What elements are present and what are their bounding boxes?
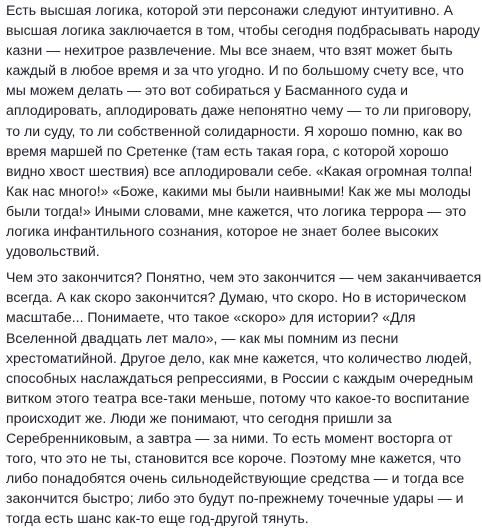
paragraph-2 [6,267,482,528]
text-line: Есть высшая логика, которой эти персонажи следуют интуитивно. А [6,2,454,18]
text-line: каждый в любое время и за что угодно. И по большому счету все, что [6,62,464,79]
text-line: удовольствий. [6,243,100,260]
text-line: мы можем делать — это вот собираться у Басманного суда и [6,82,409,99]
text-line: были тогда!» Иными словами, мне кажется, что логика террора — это [6,202,467,219]
paragraph-1 [6,0,482,261]
text-line: либо понадобятся очень сильнодействующие средства — и тогда все [6,470,465,487]
text-line: время маршей по Сретенке (там есть такая гора, с которой хорошо [6,142,449,159]
text-line: Вселенной двадцать лет мало», — как мы помним из песни [6,329,399,346]
text-line: Как нас много!» «Боже, какими мы были наивными! Как же мы молоды [6,182,471,199]
text-line: видно хвост шествия) все аплодировали себе. «Какая огромная толпа! [6,162,473,179]
text-line: Чем это закончится? Понятно, чем это закончится — чем заканчивается [6,269,482,286]
text-line: Серебренниковым, а завтра — за ними. То есть момент восторга от [6,429,453,446]
text-line: закончится быстро; либо это будут по-прежнему точечные удары — и [6,490,464,507]
text-line: логика инфантильного сознания, которое не знает более высоких [6,223,439,240]
text-line: то ли суду, то ли собственной солидарности. Я хорошо помню, как во [6,122,463,139]
text-line: всегда. А как скоро закончится? Думаю, что скоро. Но в историческом [6,289,467,306]
text-line: масштабе... Понимаете, что такое «скоро» для истории? «Для [6,309,416,326]
text-line: высшая логика заключается в том, чтобы сегодня подбрасывать народу [6,22,480,39]
text-line: аплодировать, аплодировать даже непонятно чему — то ли приговору, [6,102,472,119]
text-line: происходит же. Люди же понимают, что сегодня пришли за [6,409,392,426]
text-line: того, что это не ты, становится все короче. Поэтому мне кажется, что [6,450,462,467]
text-line: казни — нехитрое развлечение. Мы все знаем, что взят может быть [6,42,453,59]
text-line: хрестоматийной. Другое дело, как мне кажется, что количество людей, [6,349,472,366]
text-line: тогда есть шанс как-то еще год-другой тянуть. [6,510,309,527]
text-line: витком этого театра все-таки меньше, потому что какое-то воспитание [6,389,470,406]
text-line: способных наслаждаться репрессиями, в России с каждым очередным [6,369,474,386]
